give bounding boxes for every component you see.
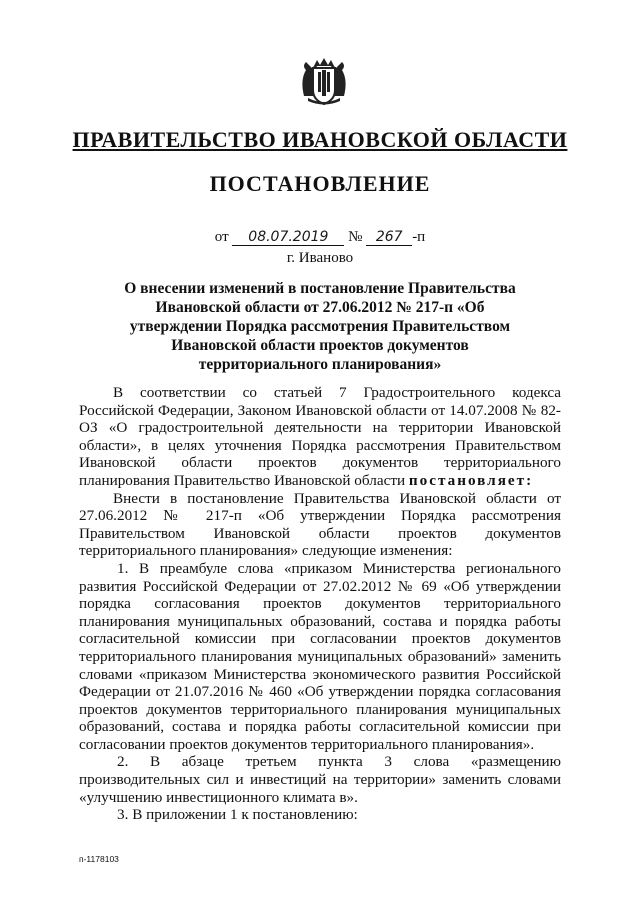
city: г. Иваново <box>286 250 354 266</box>
number-suffix: -п <box>412 229 426 245</box>
preamble-paragraph <box>79 384 561 490</box>
amendment-point-1: 1. В преамбуле слова «приказом Министерства регионального развития Российской Федерации от 27.02.2012 № 69 «Об утверждении порядка согласования проектов документов территориального планирования муниципальных образований, состава и порядка работы согласительной комиссии при согласовании проектов документов территориального планирования муниципальных образований» заменить словами «приказом Министерства экономического развития Российской Федерации от 21.07.2016 № 460 «Об утверждении порядка согласования проектов документов территориального планирования муниципальных образований, состава и порядка работы согласительной комиссии при согласовании проектов документов территориального планирования». <box>79 559 561 753</box>
document-subject: О внесении изменений в постановление Правительства Ивановской области от 27.06.2012 № 217-п «Об утверждении Порядка рассмотрения Правительством Ивановской области проектов документов территориального планирования» <box>124 280 516 373</box>
government-title: ПРАВИТЕЛЬСТВО ИВАНОВСКОЙ ОБЛАСТИ <box>72 127 568 152</box>
amendment-point-2: 2. В абзаце третьем пункта 3 слова «размещению производительных сил и инвестиций на территории» заменить словами «улучшению инвестиционного климата в». <box>79 753 561 806</box>
amendment-point-3: 3. В приложении 1 к постановлению: <box>117 806 358 824</box>
number-sign: № <box>348 229 363 245</box>
amendment-intro-paragraph: Внести в постановление Правительства Ивановской области от 27.06.2012 № 217-п «Об утверждении Порядка рассмотрения Правительством Ивановской области проектов документов территориального планирования» следующие изменения: <box>79 489 561 560</box>
preamble-text: В соответствии со статьей 7 Градостроительного кодекса Российской Федерации, Законом Ивановской области от 14.07.2008 № 82-ОЗ «О градостроительной деятельности на территории Ивановской области», в целях уточнения Порядка рассмотрения Правительством Ивановской области проектов документов территориального планирования Правительство Ивановской области <box>79 384 561 489</box>
document-type: ПОСТАНОВЛЕНИЕ <box>209 171 431 196</box>
footer-code: п-1178103 <box>79 854 119 864</box>
date-number-line <box>0 229 640 246</box>
ivanovo-coat-of-arms-icon <box>298 56 350 108</box>
document-body <box>79 384 561 824</box>
resolves-emphasis: постановляет: <box>408 471 534 489</box>
date-prefix: от <box>214 229 229 245</box>
document-date: 08.07.2019 <box>232 229 344 246</box>
document-number: 267 <box>366 229 412 246</box>
